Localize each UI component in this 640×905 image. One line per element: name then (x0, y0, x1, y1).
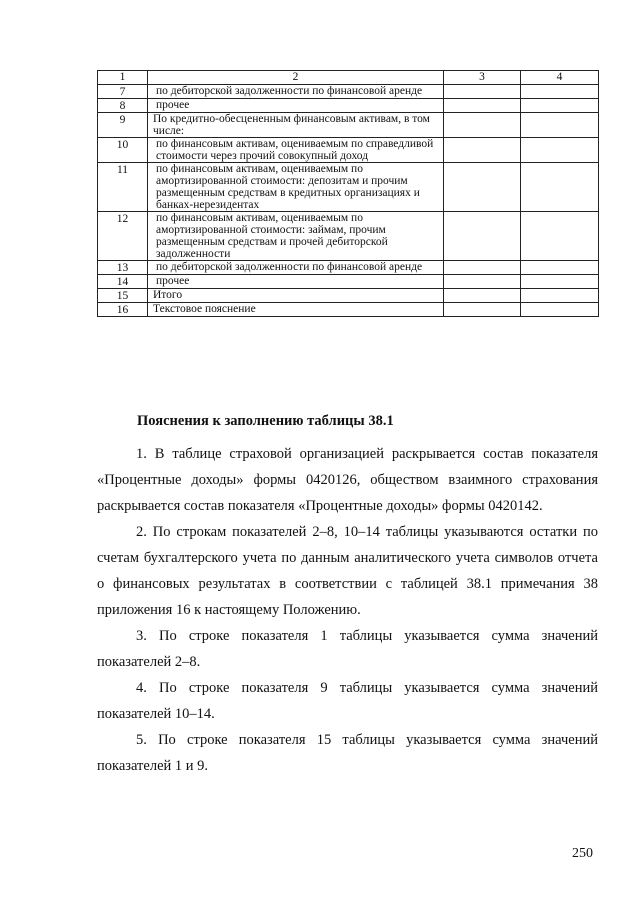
value-cell (521, 303, 599, 317)
paragraph-4: 4. По строке показателя 9 таблицы указывается сумма значений показателей 10–14. (97, 680, 598, 722)
row-number: 16 (98, 303, 148, 317)
column-header: 2 (148, 71, 444, 85)
row-number: 8 (98, 99, 148, 113)
row-number: 11 (98, 163, 148, 212)
value-cell (521, 138, 599, 163)
table-row (98, 163, 599, 212)
table-row (98, 212, 599, 261)
value-cell (444, 85, 521, 99)
row-label: прочее (148, 275, 444, 289)
value-cell (521, 163, 599, 212)
row-number: 10 (98, 138, 148, 163)
paragraph-5: 5. По строке показателя 15 таблицы указывается сумма значений показателей 1 и 9. (97, 732, 598, 774)
value-cell (444, 113, 521, 138)
table-row (98, 275, 599, 289)
page-number: 250 (572, 846, 593, 861)
row-label: по дебиторской задолженности по финансовой аренде (148, 85, 444, 99)
table-row (98, 261, 599, 275)
value-cell (444, 261, 521, 275)
value-cell (521, 113, 599, 138)
value-cell (444, 138, 521, 163)
row-label: по финансовым активам, оцениваемым по амортизированной стоимости: займам, прочим размещенным средствам и прочей дебиторской задолженности (148, 212, 444, 261)
table-header-row (98, 71, 599, 85)
row-label: по дебиторской задолженности по финансовой аренде (148, 261, 444, 275)
table-row (98, 303, 599, 317)
row-number: 14 (98, 275, 148, 289)
value-cell (521, 261, 599, 275)
row-number: 7 (98, 85, 148, 99)
row-label: По кредитно-обесцененным финансовым активам, в том числе: (148, 113, 444, 138)
row-number: 12 (98, 212, 148, 261)
row-label: Итого (148, 289, 444, 303)
row-label: прочее (148, 99, 444, 113)
row-number: 15 (98, 289, 148, 303)
row-number: 9 (98, 113, 148, 138)
value-cell (444, 212, 521, 261)
table-row (98, 99, 599, 113)
paragraph-1: 1. В таблице страховой организацией раскрывается состав показателя «Процентные доходы» формы 0420126, обществом взаимного страхования раскрывается состав показателя «Процентные доходы» формы 0420142. (97, 446, 598, 514)
paragraph-2: 2. По строкам показателей 2–8, 10–14 таблицы указываются остатки по счетам бухгалтерского учета по данным аналитического учета символов отчета о финансовых результатах в соответствии с таблицей 38.1 примечания 38 приложения 16 к настоящему Положению. (97, 524, 598, 618)
paragraph-3: 3. По строке показателя 1 таблицы указывается сумма значений показателей 2–8. (97, 628, 598, 670)
column-header: 4 (521, 71, 599, 85)
section-heading: Пояснения к заполнению таблицы 38.1 (137, 413, 394, 429)
table-row (98, 289, 599, 303)
value-cell (521, 212, 599, 261)
table-row (98, 85, 599, 99)
value-cell (521, 289, 599, 303)
row-label: по финансовым активам, оцениваемым по амортизированной стоимости: депозитам и прочим размещенным средствам в кредитных организациях и банках-нерезидентах (148, 163, 444, 212)
value-cell (444, 99, 521, 113)
value-cell (444, 163, 521, 212)
value-cell (444, 289, 521, 303)
row-label: по финансовым активам, оцениваемым по справедливой стоимости через прочий совокупный доход (148, 138, 444, 163)
table-row (98, 113, 599, 138)
column-header: 3 (444, 71, 521, 85)
table-row (98, 138, 599, 163)
row-number: 13 (98, 261, 148, 275)
value-cell (521, 85, 599, 99)
value-cell (444, 303, 521, 317)
row-label: Текстовое пояснение (148, 303, 444, 317)
value-cell (521, 99, 599, 113)
value-cell (444, 275, 521, 289)
value-cell (521, 275, 599, 289)
indicator-table (97, 70, 599, 317)
column-header: 1 (98, 71, 148, 85)
